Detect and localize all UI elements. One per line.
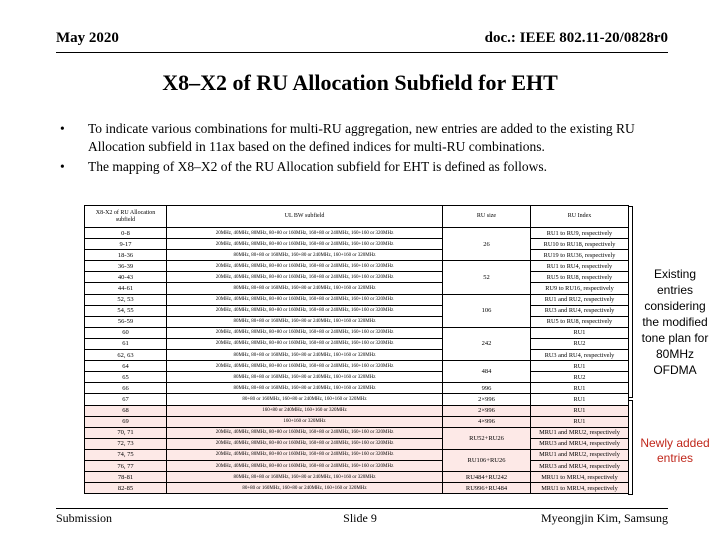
cell-index: 64	[85, 361, 167, 372]
cell-ru-size: RU996+RU484	[443, 483, 531, 494]
cell-ru-index: MRU1 and MRU2, respectively	[531, 449, 629, 460]
cell-ru-size: 26	[443, 228, 531, 261]
cell-index: 72, 73	[85, 438, 167, 449]
cell-ru-index: MRU3 and MRU4, respectively	[531, 438, 629, 449]
cell-ru-size: RU484+RU242	[443, 472, 531, 483]
table-row	[85, 327, 629, 338]
table-row	[85, 438, 629, 449]
cell-index: 9-17	[85, 239, 167, 250]
cell-ru-index: RU5 to RU8, respectively	[531, 272, 629, 283]
cell-ul-bw: 80MHz, 80+80 or 160MHz, 160+80 or 240MHz, 160+160 or 320MHz	[167, 283, 443, 294]
cell-ul-bw: 80MHz, 80+80 or 160MHz, 160+80 or 240MHz, 160+160 or 320MHz	[167, 250, 443, 261]
table-row	[85, 405, 629, 416]
cell-ru-index: RU19 to RU36, respectively	[531, 250, 629, 261]
bullet-icon: •	[60, 159, 65, 174]
cell-ru-index: MRU3 and MRU4, respectively	[531, 460, 629, 471]
cell-index: 82-85	[85, 483, 167, 494]
cell-ul-bw: 80MHz, 80+80 or 160MHz, 160+80 or 240MHz, 160+160 or 320MHz	[167, 350, 443, 361]
cell-ru-index: RU3 and RU4, respectively	[531, 305, 629, 316]
cell-ul-bw: 20MHz, 40MHz, 80MHz, 80+80 or 160MHz, 160+80 or 240MHz, 160+160 or 320MHz	[167, 239, 443, 250]
new-entries-bracket	[628, 400, 633, 495]
table-row	[85, 350, 629, 361]
cell-ru-size: 2×996	[443, 394, 531, 405]
cell-index: 52, 53	[85, 294, 167, 305]
cell-ul-bw: 20MHz, 40MHz, 80MHz, 80+80 or 160MHz, 160+80 or 240MHz, 160+160 or 320MHz	[167, 427, 443, 438]
ru-allocation-table	[84, 205, 629, 494]
cell-ru-index: RU2	[531, 372, 629, 383]
cell-ru-index: RU1 to RU9, respectively	[531, 228, 629, 239]
cell-ru-index: RU9 to RU16, respectively	[531, 283, 629, 294]
table-row	[85, 361, 629, 372]
bullet-icon: •	[60, 121, 65, 136]
table-row	[85, 483, 629, 494]
cell-ru-index: MRU1 to MRU4, respectively	[531, 472, 629, 483]
cell-ul-bw: 160+80 or 240MHz, 160+160 or 320MHz	[167, 405, 443, 416]
cell-ul-bw: 20MHz, 40MHz, 80MHz, 80+80 or 160MHz, 160+80 or 240MHz, 160+160 or 320MHz	[167, 460, 443, 471]
cell-ru-size: RU106+RU26	[443, 449, 531, 471]
footer-author: Myeongjin Kim, Samsung	[540, 511, 668, 525]
cell-ru-index: RU3 and RU4, respectively	[531, 350, 629, 361]
existing-entries-bracket	[628, 206, 633, 398]
table-row	[85, 239, 629, 250]
header-index: X8-X2 of RU Allocation subfield	[85, 206, 167, 228]
cell-ul-bw: 20MHz, 40MHz, 80MHz, 80+80 or 160MHz, 160+80 or 240MHz, 160+160 or 320MHz	[167, 449, 443, 460]
cell-ul-bw: 20MHz, 40MHz, 80MHz, 80+80 or 160MHz, 160+80 or 240MHz, 160+160 or 320MHz	[167, 438, 443, 449]
cell-ul-bw: 80+80 or 160MHz, 160+80 or 240MHz, 160+160 or 320MHz	[167, 483, 443, 494]
table-row	[85, 316, 629, 327]
cell-ru-index: RU1	[531, 394, 629, 405]
cell-index: 70, 71	[85, 427, 167, 438]
bullet-list	[60, 120, 670, 178]
table-row	[85, 383, 629, 394]
bullet-text: To indicate various combinations for multi-RU aggregation, new entries are added to the existing RU Allocation subfield in 11ax based on the defined indices for multi-RU combinations.	[88, 121, 635, 154]
table-row	[85, 250, 629, 261]
table-row	[85, 394, 629, 405]
cell-ul-bw: 20MHz, 40MHz, 80MHz, 80+80 or 160MHz, 160+80 or 240MHz, 160+160 or 320MHz	[167, 272, 443, 283]
cell-ru-index: RU1	[531, 405, 629, 416]
cell-ru-size: RU52+RU26	[443, 427, 531, 449]
cell-ul-bw: 80MHz, 80+80 or 160MHz, 160+80 or 240MHz, 160+160 or 320MHz	[167, 383, 443, 394]
table-header-row	[85, 206, 629, 228]
cell-ul-bw: 80MHz, 80+80 or 160MHz, 160+80 or 240MHz, 160+160 or 320MHz	[167, 472, 443, 483]
bullet-item	[60, 120, 670, 156]
cell-ru-size: 996	[443, 383, 531, 394]
cell-ru-index: RU1 and RU2, respectively	[531, 294, 629, 305]
existing-entries-note: Existing entries considering the modified tone plan for 80MHz OFDMA	[641, 267, 709, 377]
footer-rule	[56, 508, 668, 509]
slide-title: X8–X2 of RU Allocation Subfield for EHT	[162, 70, 558, 95]
cell-ru-index: RU2	[531, 338, 629, 349]
cell-index: 62, 63	[85, 350, 167, 361]
table-row	[85, 416, 629, 427]
header-rule	[56, 52, 668, 53]
cell-ru-size: 4×996	[443, 416, 531, 427]
cell-index: 65	[85, 372, 167, 383]
cell-ul-bw: 160+160 or 320MHz	[167, 416, 443, 427]
cell-ru-index: RU10 to RU18, respectively	[531, 239, 629, 250]
bullet-text: The mapping of X8–X2 of the RU Allocation subfield for EHT is defined as follows.	[88, 159, 548, 174]
header-date: May 2020	[56, 30, 119, 46]
cell-index: 67	[85, 394, 167, 405]
table-row	[85, 305, 629, 316]
cell-ul-bw: 20MHz, 40MHz, 80MHz, 80+80 or 160MHz, 160+80 or 240MHz, 160+160 or 320MHz	[167, 338, 443, 349]
cell-ul-bw: 20MHz, 40MHz, 80MHz, 80+80 or 160MHz, 160+80 or 240MHz, 160+160 or 320MHz	[167, 361, 443, 372]
table-row	[85, 261, 629, 272]
header-ru-size: RU size	[443, 206, 531, 228]
cell-ru-index: RU5 to RU8, respectively	[531, 316, 629, 327]
table-row	[85, 294, 629, 305]
cell-index: 76, 77	[85, 460, 167, 471]
cell-ru-size: 242	[443, 327, 531, 360]
cell-index: 56-59	[85, 316, 167, 327]
cell-index: 54, 55	[85, 305, 167, 316]
cell-ru-index: MRU1 to MRU4, respectively	[531, 483, 629, 494]
cell-ul-bw: 20MHz, 40MHz, 80MHz, 80+80 or 160MHz, 160+80 or 240MHz, 160+160 or 320MHz	[167, 228, 443, 239]
cell-index: 74, 75	[85, 449, 167, 460]
table-row	[85, 372, 629, 383]
cell-ul-bw: 20MHz, 40MHz, 80MHz, 80+80 or 160MHz, 160+80 or 240MHz, 160+160 or 320MHz	[167, 327, 443, 338]
cell-ru-index: RU1	[531, 327, 629, 338]
footer-slide-number: Slide 9	[343, 511, 377, 525]
cell-index: 68	[85, 405, 167, 416]
cell-ru-size: 2×996	[443, 405, 531, 416]
cell-index: 44-61	[85, 283, 167, 294]
cell-ul-bw: 80MHz, 80+80 or 160MHz, 160+80 or 240MHz, 160+160 or 320MHz	[167, 372, 443, 383]
footer-submission: Submission	[56, 511, 113, 525]
cell-ru-size: 52	[443, 261, 531, 294]
header-doc-id: doc.: IEEE 802.11-20/0828r0	[484, 30, 668, 46]
cell-index: 0-8	[85, 228, 167, 239]
table-row	[85, 449, 629, 460]
cell-index: 66	[85, 383, 167, 394]
table-row	[85, 283, 629, 294]
cell-ru-index: RU1	[531, 361, 629, 372]
cell-ul-bw: 80MHz, 80+80 or 160MHz, 160+80 or 240MHz, 160+160 or 320MHz	[167, 316, 443, 327]
cell-index: 69	[85, 416, 167, 427]
table-row	[85, 460, 629, 471]
cell-ul-bw: 80+80 or 160MHz, 160+80 or 240MHz, 160+160 or 320MHz	[167, 394, 443, 405]
cell-index: 36-39	[85, 261, 167, 272]
table-row	[85, 472, 629, 483]
cell-ru-index: RU1	[531, 416, 629, 427]
cell-index: 78-81	[85, 472, 167, 483]
header-ru-index: RU Index	[531, 206, 629, 228]
cell-index: 40-43	[85, 272, 167, 283]
cell-index: 61	[85, 338, 167, 349]
table-row	[85, 272, 629, 283]
table-row	[85, 427, 629, 438]
cell-ru-index: RU1	[531, 383, 629, 394]
cell-index: 60	[85, 327, 167, 338]
cell-ul-bw: 20MHz, 40MHz, 80MHz, 80+80 or 160MHz, 160+80 or 240MHz, 160+160 or 320MHz	[167, 305, 443, 316]
cell-ru-size: 106	[443, 294, 531, 327]
bullet-item	[60, 158, 670, 176]
cell-ul-bw: 20MHz, 40MHz, 80MHz, 80+80 or 160MHz, 160+80 or 240MHz, 160+160 or 320MHz	[167, 261, 443, 272]
cell-ru-size: 484	[443, 361, 531, 383]
table-row	[85, 228, 629, 239]
cell-index: 18-36	[85, 250, 167, 261]
cell-ul-bw: 20MHz, 40MHz, 80MHz, 80+80 or 160MHz, 160+80 or 240MHz, 160+160 or 320MHz	[167, 294, 443, 305]
new-entries-note: Newly added entries	[640, 436, 710, 465]
header-ul-bw: UL BW subfield	[167, 206, 443, 228]
cell-ru-index: RU1 to RU4, respectively	[531, 261, 629, 272]
table-row	[85, 338, 629, 349]
cell-ru-index: MRU1 and MRU2, respectively	[531, 427, 629, 438]
